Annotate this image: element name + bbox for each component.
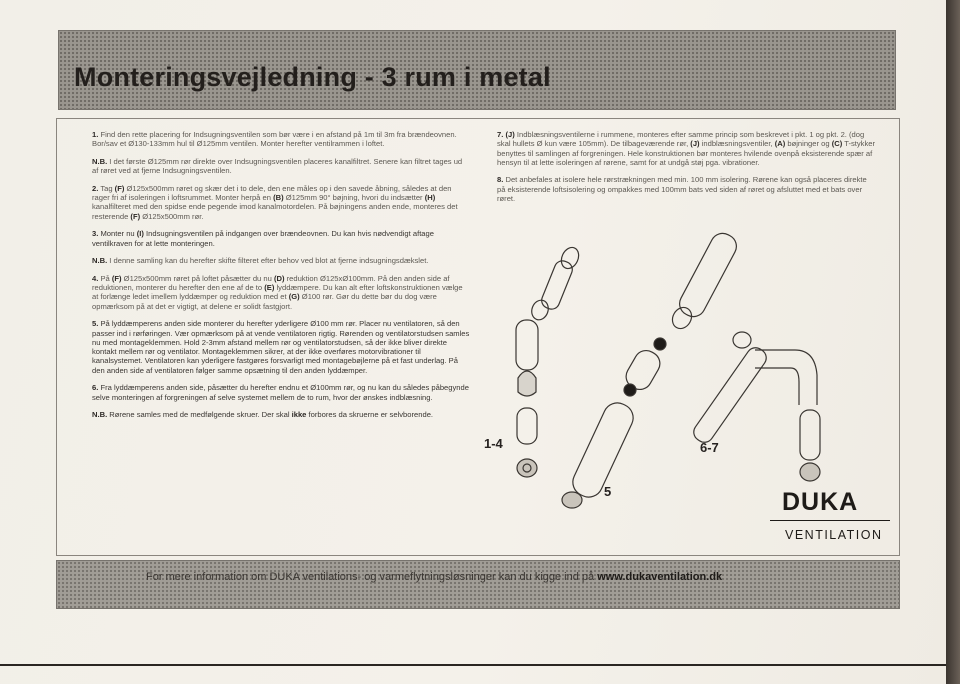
step-number: 3. xyxy=(92,229,99,239)
paragraph-text: Find den rette placering for Indsugningsventilen som bør være i en afstand på 1m til 3m fra brændeovnen. Bor/sav et Ø130-133mm hul til Ø125mm ventilen. Monter herefter ventilrammen i loftet. xyxy=(92,130,457,149)
step-number: 7. xyxy=(497,130,504,139)
paragraph-text: (J) xyxy=(505,130,515,139)
instruction-paragraph xyxy=(92,383,470,402)
paragraph-text: (D) xyxy=(273,273,285,283)
duka-logo: DUKA xyxy=(782,488,859,516)
footer-band xyxy=(56,560,900,609)
step-number: 5. xyxy=(92,319,99,329)
paragraph-text: Fra lyddæmperens anden side, påsætter du herefter endnu et Ø100mm rør, og nu kan du således påbegynde selve monteringen af forgreningen af selve systemet mellem de to rum, hvor der ønskes indblæsning. xyxy=(92,383,469,402)
paragraph-text: N.B. xyxy=(92,256,108,266)
instruction-paragraph xyxy=(92,410,470,419)
footer-message: For mere information om DUKA ventilations- og varmeflytningsløsninger kan du kigge ind på xyxy=(146,571,598,583)
instruction-paragraph xyxy=(92,229,470,248)
paragraph-text: (J) xyxy=(690,139,700,149)
paragraph-text: (F) xyxy=(114,183,125,193)
step-number: 8. xyxy=(497,175,504,185)
paragraph-text: reduktion Ø125xØ100mm. På den anden side af reduktionen, monterer du herefter den ene af de to xyxy=(92,273,450,293)
paragraph-text: kanalfilteret med den spidse ende pegende imod kanalmotordelen. På bøjningens anden ende, monteres det resterende xyxy=(92,202,458,221)
step-number: 6. xyxy=(92,383,99,393)
paragraph-text: Ø125x500mm rør. xyxy=(140,211,204,221)
step-number: 2. xyxy=(92,183,99,193)
paragraph-text: På xyxy=(98,273,112,283)
instruction-paragraph xyxy=(92,319,470,375)
figure-label-5: 5 xyxy=(604,484,612,499)
instruction-paragraph xyxy=(92,130,470,149)
step-number: 1. xyxy=(92,130,99,139)
instructions-right-column xyxy=(497,130,877,212)
paragraph-text: Ø125x500mm røret og skær det i to dele, den ene måles op i den savede åbning, således at den rager fri af isoleringen i loftsrummet. Monter herpå en xyxy=(92,183,452,203)
instruction-paragraph xyxy=(92,274,470,311)
paragraph-text: Rørene samles med de medfølgende skruer. Der skal xyxy=(107,410,292,420)
paragraph-text: Ø100 rør. Gør du dette bør du dog være opmærksom på at det er vigtigt, at delene er solidt fastgjort. xyxy=(92,292,437,311)
step-number: 4. xyxy=(92,273,99,283)
paragraph-text: T-stykker benyttes til samlingen af forgreningen. Hele konstruktionen bør monteres hvilende ovenpå eksisterende spær af hensyn til at lette isoleringen af rørene, samt for at undgå støj pga. vibrationer. xyxy=(497,139,876,167)
instructions-left-column xyxy=(92,130,470,428)
website-link[interactable]: www.dukaventilation.dk xyxy=(597,571,723,583)
paragraph-text: (E) xyxy=(264,283,275,293)
paragraph-text: (F) xyxy=(130,211,141,221)
instruction-paragraph xyxy=(497,175,877,203)
instruction-paragraph xyxy=(92,256,470,265)
logo-subtitle: VENTILATION xyxy=(785,528,883,542)
paragraph-text: (C) xyxy=(831,139,843,149)
figure-label-1-4: 1-4 xyxy=(484,436,503,451)
paragraph-text: (H) xyxy=(424,193,436,203)
figure-label-6-7: 6-7 xyxy=(700,440,719,455)
footer-text xyxy=(146,571,722,583)
paragraph-text: Indblæsningsventilerne i rummene, monteres efter samme princip som beskrevet i pkt. 1 og pkt. 2. (dog skal hullets Ø kun være 105mm). De tilbageværende rør, xyxy=(497,130,865,149)
paragraph-text: lyddæmpere. Du kan alt efter loftskonstruktionen vælge at forlænge ledet imellem lyddæmper og reduktion med et xyxy=(92,283,463,302)
paragraph-text: Indsugningsventilen på indgangen over brændeovnen. Du kan hvis nødvendigt aftage ventilkraven for at lette monteringen. xyxy=(92,229,434,248)
paragraph-text: Monter nu xyxy=(98,229,137,239)
paragraph-text: ikke xyxy=(291,410,307,420)
bottom-rule xyxy=(0,664,946,666)
instruction-paragraph xyxy=(92,157,470,176)
background-edge xyxy=(946,0,960,684)
logo-divider xyxy=(770,520,890,521)
paragraph-text: forbores da skruerne er selvborende. xyxy=(306,410,434,420)
paragraph-text: (A) xyxy=(774,139,786,149)
paragraph-text: Det anbefales at isolere hele rørstrækningen med min. 100 mm isolering. Rørene kan også placeres direkte på eksisterende loftsisolering og ompakkes med 100mm bats ved siden af røret og afsluttet med et bats over røret. xyxy=(497,175,867,204)
assembly-1-4 xyxy=(516,245,582,477)
paragraph-text: (G) xyxy=(288,292,300,302)
paragraph-text: N.B. xyxy=(92,410,108,420)
paragraph-text: bøjninger og xyxy=(785,139,832,149)
paragraph-text: N.B. xyxy=(92,156,108,166)
paragraph-text: I denne samling kan du herefter skifte filteret efter behov ved blot at fjerne indsugningsdækslet. xyxy=(107,256,429,266)
paragraph-text: (F) xyxy=(111,273,122,283)
paragraph-text: (B) xyxy=(273,193,284,203)
paragraph-text: Ø125x500mm røret på loftet påsætter du nu xyxy=(121,273,274,283)
paragraph-text: I det første Ø125mm rør direkte over Indsugningsventilen placeres kanalfiltret. Senere kan filtret tages ud af røret ved at fjerne Indsugningsventilen. xyxy=(92,156,463,176)
instruction-paragraph xyxy=(497,130,877,167)
assembly-diagram xyxy=(470,210,830,510)
paragraph-text: På lyddæmperens anden side monterer du herefter yderligere Ø100 mm rør. Placer nu ventilatoren, så den passer ind i rørføringen. Vær opmærksom på at vende ventilatoren rigtig. Rørenden og ventilatorstudsen samles nu med montageklemmen. Hold 2-3mm afstand mellem rør og ventilatorstudsen, så der ikke bliver direkte kontakt mellem rør og ventilator. Montageklemmen sikrer, at der ikke overføres motorvibrationer til kanalsystemet. Ventilatoren kan yderligere fastgøres forsvarligt med montagebøjlerne på et fast underlag. På den anden side af ventilatoren følger samme opsætning til den anden lyddæmper. xyxy=(92,319,470,375)
page-title: Monteringsvejledning - 3 rum i metal xyxy=(74,62,551,92)
paragraph-text: (I) xyxy=(136,229,144,239)
paragraph-text: Ø125mm 90° bøjning, hvori du indsætter xyxy=(283,193,425,203)
assembly-6-7 xyxy=(690,332,820,481)
instruction-paragraph xyxy=(92,184,470,221)
paragraph-text: indblæsningsventiler, xyxy=(699,139,775,149)
assembly-5 xyxy=(562,229,741,508)
paragraph-text: Tag xyxy=(98,183,115,193)
